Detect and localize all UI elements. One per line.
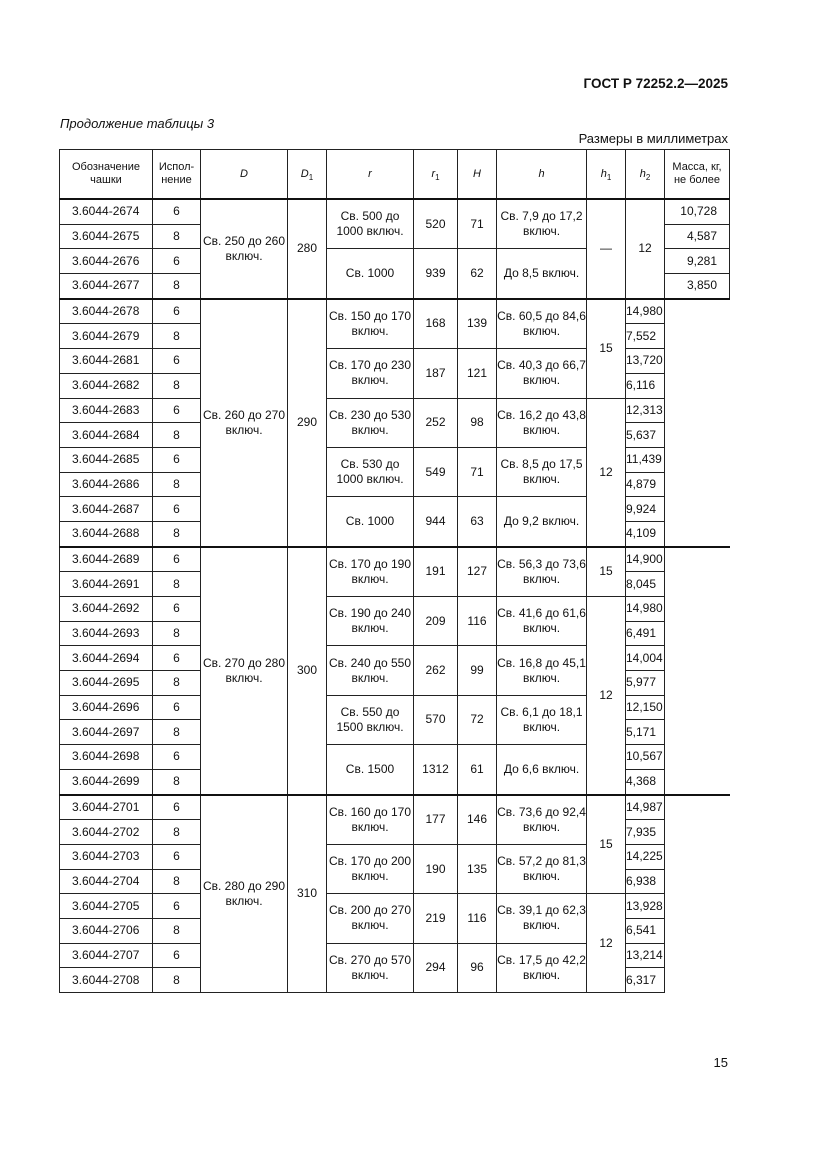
col-header-h1-subscript: 1 xyxy=(606,172,612,182)
D-range-cell: Св. 250 до 260 включ. xyxy=(201,199,288,299)
col-header-D1-symbol: D xyxy=(300,167,309,180)
mass-cell: 12,313 xyxy=(626,398,665,423)
version-cell: 6 xyxy=(153,795,201,820)
r1-cell: 939 xyxy=(414,249,458,299)
version-cell: 8 xyxy=(153,324,201,349)
mass-cell: 14,980 xyxy=(626,597,665,622)
version-cell: 8 xyxy=(153,869,201,894)
h-range-cell: Св. 56,3 до 73,6 включ. xyxy=(497,547,587,597)
cup-designation: 3.6044-2682 xyxy=(60,373,153,398)
h-range-cell: До 8,5 включ. xyxy=(497,249,587,299)
table-row xyxy=(60,547,730,572)
version-cell: 8 xyxy=(153,671,201,696)
h-range-cell: Св. 16,2 до 43,8 включ. xyxy=(497,398,587,447)
cup-designation: 3.6044-2686 xyxy=(60,472,153,497)
r1-cell: 187 xyxy=(414,349,458,398)
mass-cell: 10,728 xyxy=(665,199,730,224)
table-row xyxy=(60,745,730,770)
mass-cell: 6,938 xyxy=(626,869,665,894)
h-range-cell: Св. 40,3 до 66,7 включ. xyxy=(497,349,587,398)
mass-cell: 7,552 xyxy=(626,324,665,349)
cup-designation: 3.6044-2683 xyxy=(60,398,153,423)
D-range-cell: Св. 280 до 290 включ. xyxy=(201,795,288,993)
table-row xyxy=(60,497,730,522)
H-cell: 99 xyxy=(458,646,497,695)
cup-designation: 3.6044-2691 xyxy=(60,572,153,597)
version-cell: 8 xyxy=(153,521,201,546)
h-range-cell: Св. 60,5 до 84,6 включ. xyxy=(497,299,587,349)
version-cell: 8 xyxy=(153,423,201,448)
r-range-cell: Св. 270 до 570 включ. xyxy=(327,943,414,992)
col-header-r1 xyxy=(414,150,458,200)
table-row xyxy=(60,349,730,374)
table-row xyxy=(60,695,730,720)
H-cell: 116 xyxy=(458,894,497,943)
version-cell: 8 xyxy=(153,472,201,497)
version-cell: 8 xyxy=(153,621,201,646)
version-cell: 6 xyxy=(153,199,201,224)
version-cell: 6 xyxy=(153,597,201,622)
mass-cell: 14,900 xyxy=(626,547,665,572)
r-range-cell: Св. 200 до 270 включ. xyxy=(327,894,414,943)
r1-cell: 1312 xyxy=(414,745,458,795)
col-header-version: Испол-нение xyxy=(153,150,201,200)
group-3 xyxy=(60,547,730,795)
mass-cell: 14,980 xyxy=(626,299,665,324)
h-range-cell: Св. 8,5 до 17,5 включ. xyxy=(497,447,587,496)
r-range-cell: Св. 160 до 170 включ. xyxy=(327,795,414,845)
h2-cell: 15 xyxy=(587,795,626,894)
H-cell: 116 xyxy=(458,597,497,646)
page-number: 15 xyxy=(713,1055,728,1070)
table-row xyxy=(60,795,730,820)
mass-cell: 3,850 xyxy=(665,274,730,299)
r1-cell: 262 xyxy=(414,646,458,695)
cup-designation: 3.6044-2688 xyxy=(60,521,153,546)
cup-designation: 3.6044-2694 xyxy=(60,646,153,671)
H-cell: 62 xyxy=(458,249,497,299)
r-range-cell: Св. 550 до 1500 включ. xyxy=(327,695,414,744)
mass-cell: 12,150 xyxy=(626,695,665,720)
version-cell: 8 xyxy=(153,918,201,943)
h-range-cell: До 6,6 включ. xyxy=(497,745,587,795)
version-cell: 6 xyxy=(153,299,201,324)
r1-cell: 549 xyxy=(414,447,458,496)
mass-cell: 4,368 xyxy=(626,769,665,794)
cup-designation: 3.6044-2704 xyxy=(60,869,153,894)
H-cell: 139 xyxy=(458,299,497,349)
mass-cell: 4,587 xyxy=(665,224,730,249)
cup-designation: 3.6044-2674 xyxy=(60,199,153,224)
table-row xyxy=(60,894,730,919)
table-row xyxy=(60,844,730,869)
cup-designation: 3.6044-2703 xyxy=(60,844,153,869)
r1-cell: 177 xyxy=(414,795,458,845)
r-range-cell: Св. 500 до 1000 включ. xyxy=(327,199,414,249)
r-range-cell: Св. 170 до 200 включ. xyxy=(327,844,414,893)
H-cell: 96 xyxy=(458,943,497,992)
col-header-D: D xyxy=(201,150,288,200)
H-cell: 72 xyxy=(458,695,497,744)
r-range-cell: Св. 1500 xyxy=(327,745,414,795)
H-cell: 121 xyxy=(458,349,497,398)
table-row xyxy=(60,299,730,324)
version-cell: 6 xyxy=(153,547,201,572)
col-header-H: H xyxy=(458,150,497,200)
table-caption: Продолжение таблицы 3 xyxy=(60,116,215,131)
version-cell: 6 xyxy=(153,844,201,869)
cup-designation: 3.6044-2681 xyxy=(60,349,153,374)
mass-cell: 9,281 xyxy=(665,249,730,274)
h-range-cell: Св. 16,8 до 45,1 включ. xyxy=(497,646,587,695)
mass-cell: 14,987 xyxy=(626,795,665,820)
r-range-cell: Св. 1000 xyxy=(327,497,414,547)
H-cell: 146 xyxy=(458,795,497,845)
table-row xyxy=(60,199,730,224)
H-cell: 135 xyxy=(458,844,497,893)
mass-cell: 6,541 xyxy=(626,918,665,943)
cup-designation: 3.6044-2679 xyxy=(60,324,153,349)
mass-cell: 13,214 xyxy=(626,943,665,968)
h-range-cell: Св. 6,1 до 18,1 включ. xyxy=(497,695,587,744)
version-cell: 8 xyxy=(153,274,201,299)
col-header-r1-subscript: 1 xyxy=(435,172,440,182)
version-cell: 8 xyxy=(153,968,201,993)
h2-cell: 12 xyxy=(587,597,626,795)
mass-cell: 6,116 xyxy=(626,373,665,398)
D-range-cell: Св. 270 до 280 включ. xyxy=(201,547,288,795)
col-header-r: r xyxy=(327,150,414,200)
r1-cell: 219 xyxy=(414,894,458,943)
cup-designation: 3.6044-2697 xyxy=(60,720,153,745)
mass-cell: 6,317 xyxy=(626,968,665,993)
version-cell: 8 xyxy=(153,769,201,794)
col-header-D1 xyxy=(288,150,327,200)
cup-designation: 3.6044-2696 xyxy=(60,695,153,720)
col-header-h2 xyxy=(626,150,665,200)
version-cell: 6 xyxy=(153,943,201,968)
version-cell: 6 xyxy=(153,447,201,472)
r1-cell: 168 xyxy=(414,299,458,349)
mass-cell: 8,045 xyxy=(626,572,665,597)
cup-designation: 3.6044-2685 xyxy=(60,447,153,472)
cup-designation: 3.6044-2705 xyxy=(60,894,153,919)
mass-cell: 4,109 xyxy=(626,521,665,546)
r-range-cell: Св. 240 до 550 включ. xyxy=(327,646,414,695)
r1-cell: 252 xyxy=(414,398,458,447)
mass-cell: 5,977 xyxy=(626,671,665,696)
table-row xyxy=(60,646,730,671)
mass-cell: 6,491 xyxy=(626,621,665,646)
version-cell: 8 xyxy=(153,224,201,249)
col-header-h1-symbol: h xyxy=(600,167,607,180)
col-header-mass: Масса, кг, не более xyxy=(665,150,730,200)
mass-cell: 13,720 xyxy=(626,349,665,374)
r1-cell: 191 xyxy=(414,547,458,597)
H-cell: 71 xyxy=(458,199,497,249)
cup-designation: 3.6044-2706 xyxy=(60,918,153,943)
standard-code: ГОСТ Р 72252.2—2025 xyxy=(583,76,728,91)
version-cell: 8 xyxy=(153,373,201,398)
h-range-cell: Св. 39,1 до 62,3 включ. xyxy=(497,894,587,943)
r-range-cell: Св. 1000 xyxy=(327,249,414,299)
col-header-h2-symbol: h xyxy=(639,167,646,180)
version-cell: 6 xyxy=(153,894,201,919)
h-range-cell: Св. 57,2 до 81,3 включ. xyxy=(497,844,587,893)
units-note: Размеры в миллиметрах xyxy=(578,131,728,146)
table-row xyxy=(60,398,730,423)
mass-cell: 4,879 xyxy=(626,472,665,497)
h-range-cell: Св. 17,5 до 42,2 включ. xyxy=(497,943,587,992)
cup-designation: 3.6044-2707 xyxy=(60,943,153,968)
cup-designation: 3.6044-2692 xyxy=(60,597,153,622)
r1-cell: 209 xyxy=(414,597,458,646)
mass-cell: 5,637 xyxy=(626,423,665,448)
table-row xyxy=(60,597,730,622)
r1-cell: 190 xyxy=(414,844,458,893)
version-cell: 6 xyxy=(153,695,201,720)
D1-cell: 290 xyxy=(288,299,327,547)
group-1 xyxy=(60,199,730,299)
col-header-h: h xyxy=(497,150,587,200)
h-range-cell: Св. 73,6 до 92,4 включ. xyxy=(497,795,587,845)
D1-cell: 280 xyxy=(288,199,327,299)
cup-designation: 3.6044-2708 xyxy=(60,968,153,993)
version-cell: 6 xyxy=(153,349,201,374)
cup-designation: 3.6044-2689 xyxy=(60,547,153,572)
mass-cell: 10,567 xyxy=(626,745,665,770)
H-cell: 127 xyxy=(458,547,497,597)
version-cell: 6 xyxy=(153,745,201,770)
h-range-cell: Св. 7,9 до 17,2 включ. xyxy=(497,199,587,249)
dimensions-table xyxy=(59,149,730,993)
version-cell: 6 xyxy=(153,398,201,423)
table-row xyxy=(60,943,730,968)
table-header-row xyxy=(60,150,730,200)
col-header-r1-symbol: r xyxy=(431,167,436,180)
cup-designation: 3.6044-2675 xyxy=(60,224,153,249)
col-header-h1 xyxy=(587,150,626,200)
r1-cell: 570 xyxy=(414,695,458,744)
r1-cell: 520 xyxy=(414,199,458,249)
h2-cell: 12 xyxy=(626,199,665,299)
mass-cell: 9,924 xyxy=(626,497,665,522)
r-range-cell: Св. 170 до 230 включ. xyxy=(327,349,414,398)
r1-cell: 294 xyxy=(414,943,458,992)
mass-cell: 14,225 xyxy=(626,844,665,869)
cup-designation: 3.6044-2676 xyxy=(60,249,153,274)
H-cell: 63 xyxy=(458,497,497,547)
mass-cell: 14,004 xyxy=(626,646,665,671)
version-cell: 8 xyxy=(153,820,201,845)
r-range-cell: Св. 230 до 530 включ. xyxy=(327,398,414,447)
group-4 xyxy=(60,795,730,993)
version-cell: 6 xyxy=(153,249,201,274)
col-header-h2-subscript: 2 xyxy=(645,172,651,182)
h2-cell: 12 xyxy=(587,398,626,547)
r-range-cell: Св. 190 до 240 включ. xyxy=(327,597,414,646)
r-range-cell: Св. 150 до 170 включ. xyxy=(327,299,414,349)
cup-designation: 3.6044-2702 xyxy=(60,820,153,845)
D1-cell: 300 xyxy=(288,547,327,795)
h2-cell: 15 xyxy=(587,299,626,398)
H-cell: 71 xyxy=(458,447,497,496)
h-range-cell: Св. 41,6 до 61,6 включ. xyxy=(497,597,587,646)
col-header-designation: Обозначение чашки xyxy=(60,150,153,200)
h2-cell: 12 xyxy=(587,894,626,993)
mass-cell: 5,171 xyxy=(626,720,665,745)
h2-cell: 15 xyxy=(587,547,626,597)
cup-designation: 3.6044-2701 xyxy=(60,795,153,820)
version-cell: 8 xyxy=(153,720,201,745)
mass-cell: 7,935 xyxy=(626,820,665,845)
cup-designation: 3.6044-2699 xyxy=(60,769,153,794)
mass-cell: 11,439 xyxy=(626,447,665,472)
h-range-cell: До 9,2 включ. xyxy=(497,497,587,547)
D-range-cell: Св. 260 до 270 включ. xyxy=(201,299,288,547)
version-cell: 6 xyxy=(153,646,201,671)
group-2 xyxy=(60,299,730,547)
mass-cell: 13,928 xyxy=(626,894,665,919)
cup-designation: 3.6044-2693 xyxy=(60,621,153,646)
table-row xyxy=(60,447,730,472)
cup-designation: 3.6044-2684 xyxy=(60,423,153,448)
cup-designation: 3.6044-2698 xyxy=(60,745,153,770)
r1-cell: 944 xyxy=(414,497,458,547)
D1-cell: 310 xyxy=(288,795,327,993)
version-cell: 8 xyxy=(153,572,201,597)
H-cell: 98 xyxy=(458,398,497,447)
r-range-cell: Св. 170 до 190 включ. xyxy=(327,547,414,597)
H-cell: 61 xyxy=(458,745,497,795)
cup-designation: 3.6044-2678 xyxy=(60,299,153,324)
col-header-D1-subscript: 1 xyxy=(308,172,314,182)
r-range-cell: Св. 530 до 1000 включ. xyxy=(327,447,414,496)
cup-designation: 3.6044-2687 xyxy=(60,497,153,522)
cup-designation: 3.6044-2695 xyxy=(60,671,153,696)
version-cell: 6 xyxy=(153,497,201,522)
h1-cell: — xyxy=(587,199,626,299)
cup-designation: 3.6044-2677 xyxy=(60,274,153,299)
